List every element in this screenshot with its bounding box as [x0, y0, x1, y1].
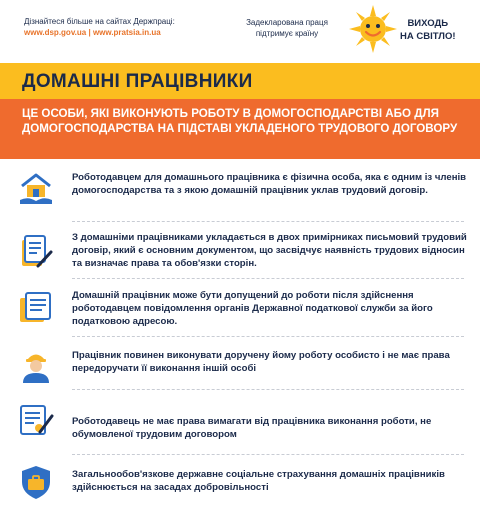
divider [72, 278, 464, 279]
subtitle-banner [0, 99, 480, 159]
item-text: З домашніми працівниками укладається в двох примірниках письмовий трудовий договір, який є основним документом, що засвідчує наявність трудових відносин та визначає права та обов'язки сторін. [72, 232, 467, 269]
link-separator: | [88, 28, 91, 37]
certificate-pen-icon [18, 402, 54, 438]
page-subtitle: ЦЕ ОСОБИ, ЯКІ ВИКОНУЮТЬ РОБОТУ В ДОМОГОСПОДАРСТВІ АБО ДЛЯ ДОМОГОСПОДАРСТВА НА ПІДСТАВІ УКЛАДЕНОГО ТРУДОВОГО ДОГОВОРУ [22, 107, 458, 135]
item-text: Загальнообов'язкове державне соціальне страхування домашніх працівників здійснюється на засадах добровільності [72, 469, 445, 493]
header-info [24, 16, 175, 38]
divider [72, 336, 464, 337]
document-folders-icon [18, 290, 54, 326]
divider [72, 221, 464, 222]
header-links [24, 27, 175, 38]
brand-line-1: ВИХОДЬ [407, 18, 449, 29]
worker-person-icon [18, 348, 54, 384]
sun-mascot-icon [348, 4, 398, 54]
page-header [0, 0, 480, 60]
contract-pen-icon [18, 234, 54, 270]
item-text: Роботодавець не має права вимагати від працівника виконання роботи, не обумовленої трудовим договором [72, 416, 432, 440]
header-info-text: Дізнайтеся більше на сайтах Держпраці: [24, 17, 175, 26]
brand-line-2: НА СВІТЛО! [400, 31, 456, 42]
item-text: Роботодавцем для домашнього працівника є фізична особа, яка є одним із членів домогосподарства та з якою домашній працівник уклав трудовий договір. [72, 172, 467, 196]
shield-briefcase-icon [18, 464, 54, 500]
divider [72, 389, 464, 390]
item-text: Працівник повинен виконувати доручену йому роботу особисто і не має права передоручати її виконання іншій особі [72, 350, 450, 374]
slogan-line-1: Задекларована праця [246, 18, 328, 27]
link-pratsia[interactable]: www.pratsia.in.ua [92, 28, 161, 37]
slogan-line-2: підтримує країну [255, 29, 319, 38]
header-slogan [228, 17, 346, 39]
item-text: Домашній працівник може бути допущений до роботи після здійснення роботодавцем повідомлення органів Державної податкової служби за його податковою адресою. [72, 290, 433, 327]
divider [72, 454, 464, 455]
header-brand [400, 17, 456, 43]
title-banner [0, 63, 480, 99]
house-hands-icon [18, 170, 54, 206]
page-title: ДОМАШНІ ПРАЦІВНИКИ [22, 71, 253, 92]
link-dsp[interactable]: www.dsp.gov.ua [24, 28, 87, 37]
